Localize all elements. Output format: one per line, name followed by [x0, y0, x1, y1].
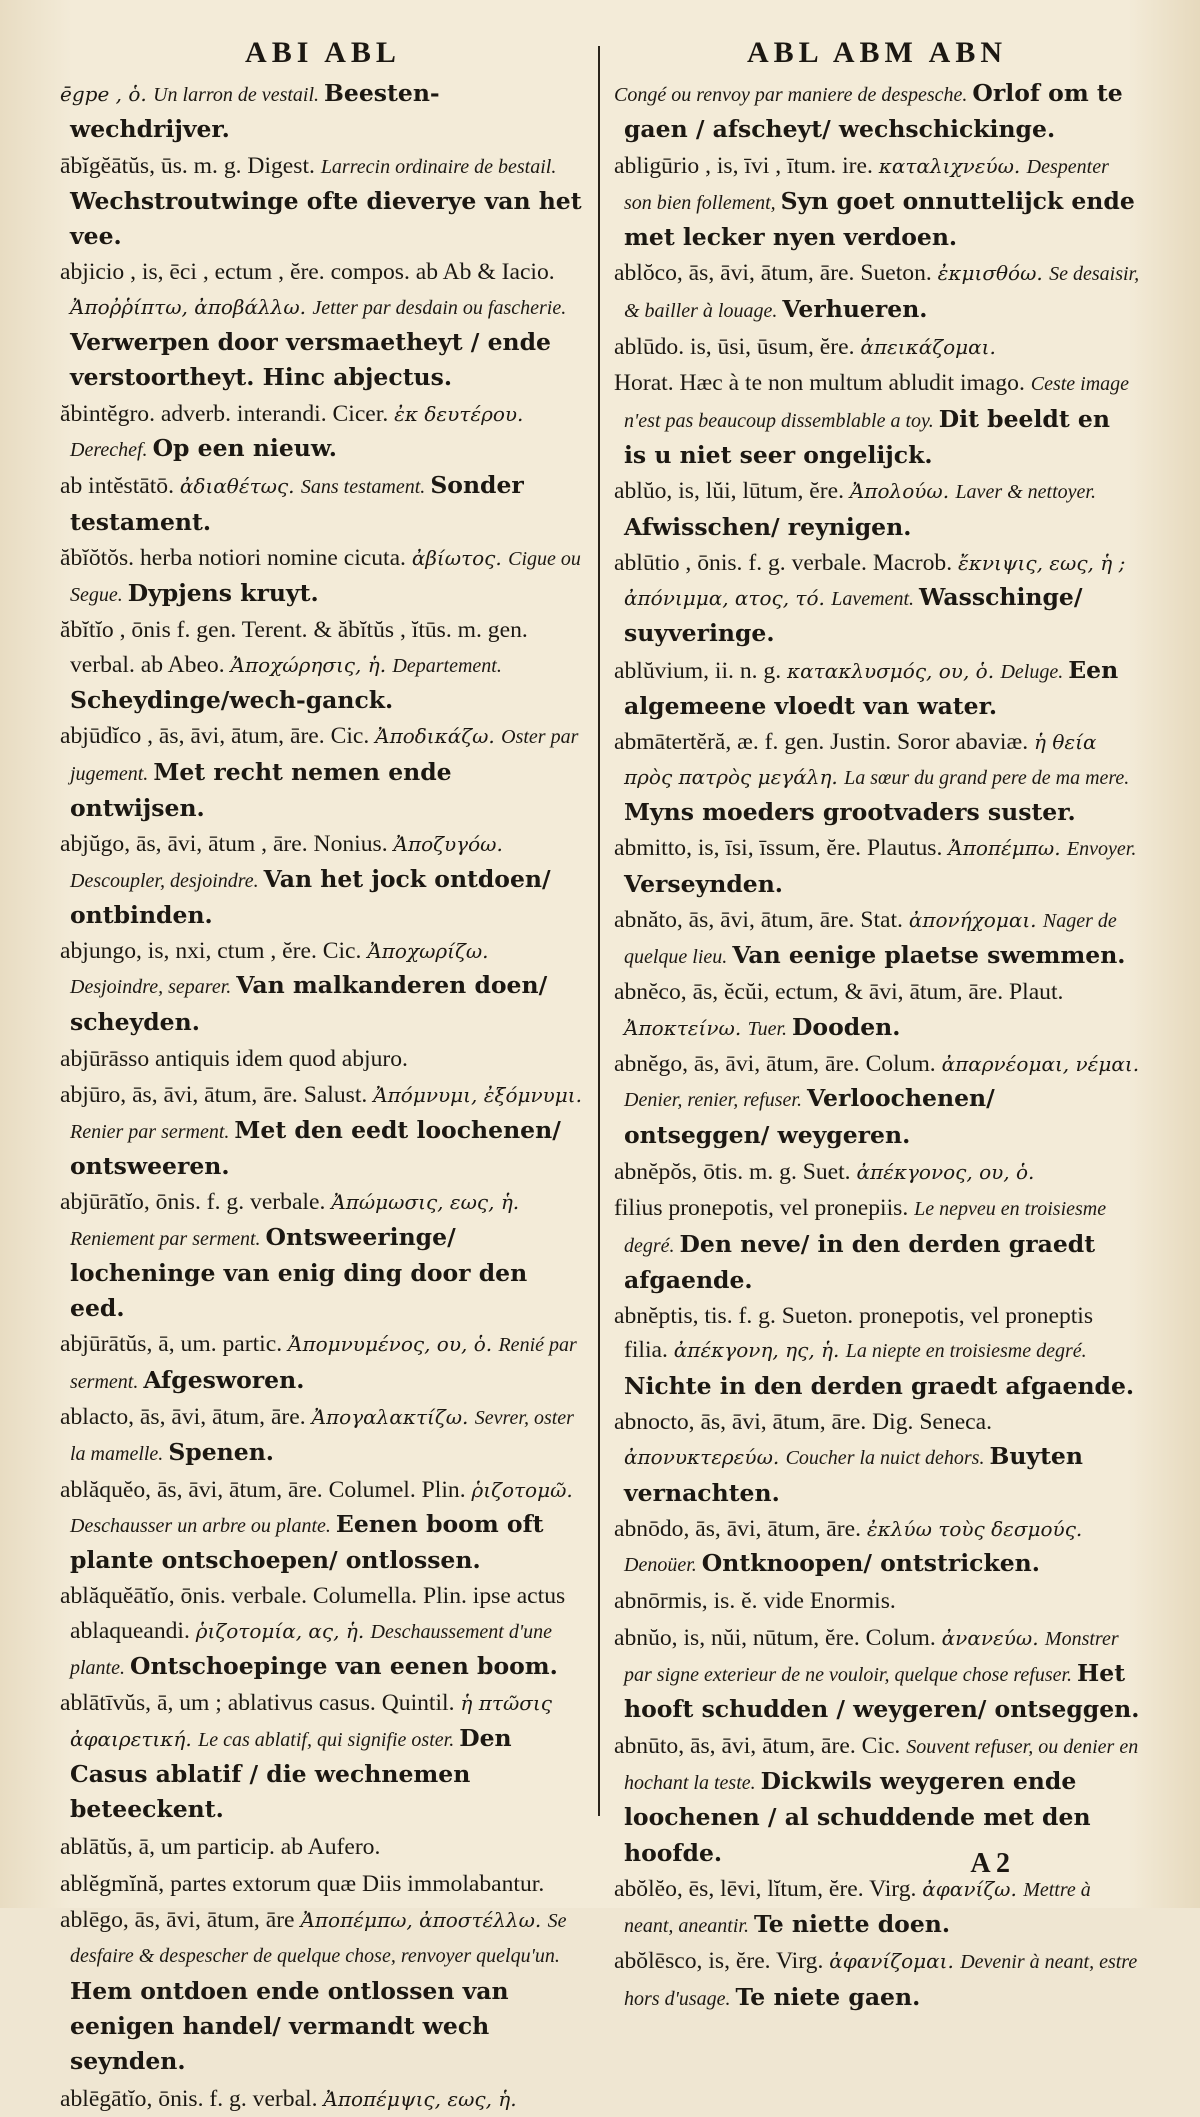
- greek-gloss: καταλιχνεύω.: [878, 153, 1027, 178]
- dictionary-entry: [60, 255, 586, 395]
- left-running-head: ABI ABL: [245, 36, 401, 69]
- dutch-gloss: Myns moeders grootvaders suster.: [624, 797, 1076, 826]
- dictionary-entry: [614, 474, 1140, 545]
- greek-gloss: ἀπέκγονος, ου, ὁ.: [856, 1159, 1035, 1184]
- dutch-gloss: Ontschoepinge van eenen boom.: [130, 1652, 558, 1681]
- greek-gloss: Ἀπώμωσις, εως, ἡ.: [331, 1190, 520, 1215]
- latin-headword: ablŭvium, ii. n. g.: [614, 657, 788, 684]
- latin-headword: ablēgo, ās, āvi, ātum, āre: [60, 1907, 301, 1934]
- dutch-gloss: Dickwils weygeren ende loochenen / al schuddende met den hoofde.: [624, 1766, 1091, 1867]
- dutch-gloss: Ontsweeringe/ locheninge van enig ding door den eed.: [70, 1222, 528, 1323]
- french-gloss: La sœur du grand pere de ma mere.: [844, 766, 1130, 789]
- dictionary-entry: [614, 149, 1140, 256]
- dictionary-entry: [614, 1621, 1140, 1728]
- greek-gloss: Ἀπογαλακτίζω.: [311, 1404, 475, 1429]
- latin-headword: ăbĭtĭo , ōnis f. gen. Terent. & ăbĭtŭs , ĭtūs. m. gen. verbal. ab Abeo.: [60, 617, 528, 678]
- latin-headword: abnĕpŏs, ōtis. m. g. Suet.: [614, 1158, 857, 1185]
- latin-headword: abjūrātĭo, ōnis. f. g. verbale.: [60, 1189, 332, 1216]
- greek-gloss: Ἀπολούω.: [849, 479, 956, 504]
- dutch-gloss: Spenen.: [168, 1438, 274, 1467]
- french-gloss: Deluge.: [1000, 660, 1069, 683]
- greek-gloss: ἀπέκγονη, ης, ἡ.: [673, 1338, 846, 1363]
- french-gloss: Desjoindre, separer.: [70, 976, 237, 999]
- dutch-gloss: Orlof om te gaen / afscheyt/ wechschickinge.: [624, 79, 1123, 144]
- dictionary-entry: [60, 613, 586, 718]
- dictionary-entry: [614, 903, 1140, 975]
- dutch-gloss: Van malkanderen doen/ scheyden.: [70, 971, 548, 1036]
- latin-headword: abmitto, is, īsi, īssum, ĕre. Plautus.: [614, 835, 949, 862]
- french-gloss: Departement.: [392, 654, 502, 677]
- french-gloss: Larrecin ordinaire de bestail.: [320, 155, 557, 178]
- dutch-gloss: Scheydinge/wech-ganck.: [70, 686, 394, 715]
- latin-headword: Horat. Hæc à te non multum abludit imago.: [614, 370, 1031, 397]
- dictionary-entry: [60, 719, 586, 826]
- greek-gloss: Ἀποπέμπω, ἀποστέλλω.: [300, 1908, 548, 1933]
- greek-gloss: ἡ θεία πρὸς πατρὸς μεγάλη.: [624, 730, 1097, 789]
- dutch-gloss: Verwerpen door versmaetheyt / ende verstoortheyt. Hinc abjectus.: [70, 328, 551, 392]
- greek-gloss: ἡ πτῶσις ἀφαιρετική.: [70, 1691, 552, 1751]
- french-gloss: Deschausser un arbre ou plante.: [70, 1514, 336, 1537]
- dutch-gloss: Te niete gaen.: [735, 1982, 921, 2011]
- french-gloss: Le nepveu en troisiesme degré.: [624, 1198, 1107, 1257]
- dictionary-entry: [614, 975, 1140, 1046]
- dutch-gloss: Verhueren.: [782, 294, 928, 323]
- greek-gloss: ἐκ δευτέρου.: [394, 401, 524, 426]
- dictionary-entry: [614, 76, 1140, 148]
- dutch-gloss: Wechstroutwinge ofte dieverye van het vee.: [70, 186, 582, 251]
- dictionary-entry: [614, 1512, 1140, 1583]
- right-entries: [614, 76, 1140, 2016]
- french-gloss: Monstrer par signe exterieur de ne vouloir, quelque chose refuser.: [624, 1627, 1119, 1687]
- french-gloss: Cigue ou Segue.: [70, 547, 581, 607]
- greek-gloss: ἀπεικάζομαι.: [860, 335, 996, 360]
- latin-headword: ablēgātĭo, ōnis. f. g. verbal.: [60, 2085, 324, 2112]
- french-gloss: Envoyer.: [1066, 838, 1137, 861]
- dictionary-entry: [614, 1872, 1140, 1944]
- dictionary-entry: [60, 397, 586, 468]
- french-gloss: Sans testament.: [300, 476, 431, 499]
- latin-headword: abjungo, is, nxi, ctum , ĕre. Cic.: [60, 938, 368, 965]
- latin-headword: ablātīvŭs, ā, um ; ablativus casus. Quintil.: [60, 1690, 461, 1717]
- latin-headword: abŏlēsco, is, ĕre. Virg.: [614, 1948, 830, 1975]
- dictionary-entry: [60, 1829, 586, 1865]
- french-gloss: Le cas ablatif, qui signifie oster.: [198, 1728, 460, 1751]
- french-gloss: La niepte en troisiesme degré.: [845, 1340, 1087, 1363]
- left-entries: [60, 76, 586, 2117]
- latin-headword: abnūto, ās, āvi, ātum, āre. Cic.: [614, 1732, 907, 1759]
- latin-headword: abnăto, ās, āvi, ātum, āre. Stat.: [614, 906, 909, 933]
- latin-headword: ablŭo, is, lŭi, lūtum, ĕre.: [614, 478, 850, 505]
- greek-gloss: ἀπονυκτερεύω.: [624, 1445, 786, 1470]
- french-gloss: Se desaisir, & bailler à louage.: [624, 263, 1140, 322]
- dictionary-entry: [614, 256, 1140, 328]
- french-gloss: Souvent refuser, ou denier en hochant la teste.: [624, 1735, 1139, 1794]
- dictionary-entry: [60, 468, 586, 540]
- greek-gloss: Ἀποπέμπω.: [948, 836, 1067, 861]
- greek-gloss: Ἀποζυγόω.: [393, 832, 503, 857]
- latin-headword: abjūro, ās, āvi, ātum, āre. Salust.: [60, 1082, 374, 1109]
- latin-headword: abmātertĕră, æ. f. gen. Justin. Soror abaviæ.: [614, 729, 1034, 756]
- dictionary-entry: [614, 1729, 1140, 1871]
- french-gloss: Deschaussement d'une plante.: [70, 1620, 553, 1680]
- dictionary-entry: [60, 1686, 586, 1827]
- greek-gloss: Ἀποῤῥίπτω, ἀποβάλλω.: [70, 294, 313, 319]
- dictionary-entry: [60, 2081, 586, 2117]
- french-gloss: Reniement par serment.: [70, 1227, 266, 1250]
- dictionary-entry: [60, 1866, 586, 1902]
- french-gloss: Mettre à neant, aneantir.: [624, 1878, 1091, 1938]
- dutch-gloss: Dit beeldt en is u niet seer ongelijck.: [624, 404, 1110, 469]
- greek-gloss: Ἀποκτείνω.: [624, 1015, 748, 1040]
- dictionary-entry: [60, 541, 586, 613]
- french-gloss: Denoüer.: [624, 1554, 702, 1577]
- dutch-gloss: Dooden.: [792, 1012, 901, 1041]
- greek-gloss: κατακλυσμός, ου, ὁ.: [787, 658, 1001, 683]
- dutch-gloss: Afgesworen.: [143, 1365, 305, 1394]
- latin-headword: abnĕco, ās, ĕcŭi, ectum, & āvi, ātum, āre. Plaut.: [614, 979, 1064, 1006]
- french-gloss: Se desfaire & despescher de quelque chose, renvoyer quelqu'un.: [70, 1910, 567, 1968]
- french-gloss: Jetter par desdain ou fascherie.: [312, 296, 567, 319]
- dictionary-entry: [60, 1400, 586, 1472]
- french-gloss: Sevrer, oster la mamelle.: [70, 1406, 574, 1466]
- dictionary-entry: [614, 1944, 1140, 2016]
- french-gloss: Ceste image n'est pas beaucoup dissemblable a toy.: [624, 373, 1130, 432]
- french-gloss: Despenter son bien follement,: [624, 155, 1109, 214]
- latin-headword: ablĕgmĭnă, partes extorum quæ Diis immolabantur.: [60, 1870, 545, 1897]
- dictionary-entry: [60, 149, 586, 255]
- dutch-gloss: Den Casus ablatif / die wechnemen beteeckent.: [70, 1723, 512, 1824]
- latin-headword: ablŏco, ās, āvi, ātum, āre. Sueton.: [614, 260, 938, 287]
- french-gloss: Renier par serment.: [70, 1120, 235, 1143]
- latin-headword: abjŭgo, ās, āvi, ātum , āre. Nonius.: [60, 831, 394, 858]
- dutch-gloss: Het hooft schudden / weygeren/ ontseggen.: [624, 1659, 1140, 1724]
- dutch-gloss: Eenen boom oft plante ontschoepen/ ontlossen.: [70, 1509, 544, 1575]
- latin-headword: filius pronepotis, vel pronepiis.: [614, 1195, 915, 1222]
- dictionary-entry: [614, 725, 1140, 830]
- french-gloss: Congé ou renvoy par maniere de despesche.: [614, 84, 973, 106]
- latin-headword: ablūtio , ōnis. f. g. verbale. Macrob.: [614, 549, 958, 576]
- greek-gloss: Ἀπομνυμένος, ου, ὁ.: [288, 1332, 499, 1357]
- greek-gloss: ἔκνιψις, εως, ἡ ; ἀπόνιμμα, ατος, τό.: [624, 550, 1126, 611]
- greek-gloss: Ἀπόμνυμι, ἐξόμνυμι.: [373, 1083, 583, 1108]
- french-gloss: Lavement.: [831, 588, 920, 611]
- signature-mark: A 2: [970, 1848, 1010, 1879]
- french-gloss: Coucher la nuict dehors.: [785, 1447, 990, 1470]
- dictionary-entry: [614, 546, 1140, 652]
- latin-headword: ablăquĕo, ās, āvi, ātum, āre. Columel. Plin.: [60, 1476, 472, 1503]
- dutch-gloss: Van het jock ontdoen/ ontbinden.: [70, 864, 551, 929]
- latin-headword: abjūdĭco , ās, āvi, ātum, āre. Cic.: [60, 723, 376, 750]
- greek-gloss: ἀπονήχομαι.: [908, 907, 1043, 932]
- dictionary-entry: [60, 827, 586, 933]
- greek-gloss: ἐκμισθόω.: [937, 261, 1050, 286]
- dictionary-entry: [60, 934, 586, 1040]
- dutch-gloss: Sonder testament.: [70, 471, 524, 536]
- latin-headword: ăbĭŏtŏs. herba notiori nomine cicuta.: [60, 544, 412, 571]
- greek-gloss: Ἀποπέμψις, εως, ἡ.: [323, 2086, 517, 2111]
- dictionary-entry: [614, 1299, 1140, 1404]
- greek-gloss: ἀβίωτος.: [411, 545, 509, 570]
- greek-gloss: Ἀποχωρίζω.: [367, 939, 489, 964]
- french-gloss: Nager de quelque lieu.: [624, 909, 1117, 969]
- latin-headword: abnōdo, ās, āvi, ātum, āre.: [614, 1515, 867, 1542]
- latin-headword: abnĕgo, ās, āvi, ātum, āre. Colum.: [614, 1051, 942, 1078]
- greek-gloss: ῥιζοτομία, ας, ἡ.: [195, 1618, 371, 1643]
- greek-gloss: ἀνανεύω.: [941, 1625, 1045, 1650]
- french-gloss: Renié par serment.: [70, 1334, 577, 1393]
- latin-headword: ablātŭs, ā, um particip. ab Aufero.: [60, 1833, 381, 1860]
- right-running-head: ABL ABM ABN: [746, 36, 1008, 69]
- dictionary-entry: [614, 1405, 1140, 1511]
- latin-headword: abnĕptis, tis. f. g. Sueton. pronepotis, vel proneptis filia.: [614, 1303, 1094, 1364]
- latin-headword: abŏlĕo, ēs, lēvi, lĭtum, ĕre. Virg.: [614, 1875, 923, 1902]
- greek-gloss: ἐκλύω τοὺς δεσμούς.: [866, 1516, 1083, 1541]
- french-gloss: Tuer.: [747, 1017, 793, 1040]
- dictionary-entry: [60, 1903, 586, 2079]
- dictionary-entry: [614, 1154, 1140, 1190]
- latin-headword: abnōrmis, is. ĕ. vide Enormis.: [614, 1588, 896, 1615]
- dutch-gloss: Verloochenen/ ontseggen/ weygeren.: [624, 1084, 995, 1149]
- dictionary-entry: [614, 831, 1140, 902]
- latin-headword: abnocto, ās, āvi, ātum, āre. Dig. Seneca.: [614, 1408, 993, 1435]
- french-gloss: Derechef.: [70, 438, 153, 461]
- latin-headword: abjūrātŭs, ā, um. partic.: [60, 1331, 288, 1358]
- latin-headword: ābĭgĕātŭs, ūs. m. g. Digest.: [60, 152, 321, 179]
- french-gloss: Descoupler, desjoindre.: [70, 869, 264, 892]
- dutch-gloss: Dypjens kruyt.: [127, 579, 319, 608]
- dictionary-entry: [60, 1041, 586, 1077]
- dutch-gloss: Met den eedt loochenen/ ontsweeren.: [70, 1115, 561, 1180]
- french-gloss: Denier, renier, refuser.: [624, 1089, 807, 1112]
- dutch-gloss: Verseynden.: [624, 869, 783, 898]
- dutch-gloss: Syn goet onnuttelijck ende met lecker nyen verdoen.: [624, 186, 1135, 252]
- french-gloss: Un larron de vestail.: [153, 84, 325, 106]
- latin-headword: abnŭo, is, nŭi, nūtum, ĕre. Colum.: [614, 1624, 942, 1651]
- dictionary-entry: [614, 1583, 1140, 1619]
- dictionary-entry: [614, 366, 1140, 473]
- latin-headword: abligūrio , is, īvi , ītum. ire.: [614, 152, 879, 179]
- dictionary-entry: [60, 1579, 586, 1685]
- french-gloss: Laver & nettoyer.: [955, 481, 1096, 504]
- dutch-gloss: Ontknoopen/ ontstricken.: [701, 1549, 1040, 1578]
- dutch-gloss: Te niette doen.: [754, 1910, 951, 1939]
- dutch-gloss: Op een nieuw.: [152, 433, 337, 462]
- greek-gloss: Ἀποδικάζω.: [375, 724, 502, 749]
- dutch-gloss: Met recht nemen ende ontwijsen.: [70, 757, 452, 822]
- dictionary-entry: [614, 653, 1140, 725]
- dutch-gloss: Beesten-wechdrijver.: [70, 79, 440, 144]
- dutch-gloss: Afwisschen/ reynigen.: [624, 512, 912, 541]
- latin-headword: ab intĕstātō.: [60, 473, 180, 500]
- dutch-gloss: Een algemeene vloedt van water.: [624, 655, 1119, 721]
- french-gloss: Oster par jugement.: [70, 726, 579, 785]
- left-column: [60, 36, 598, 2112]
- dictionary-entry: [614, 1191, 1140, 1298]
- greek-gloss: ēgpe , ὁ.: [60, 82, 154, 106]
- dutch-gloss: Hem ontdoen ende ontlossen van eenigen handel/ vermandt wech seynden.: [70, 1976, 509, 2076]
- dictionary-entry: [60, 1078, 586, 1184]
- latin-headword: abjicio , is, ēci , ectum , ĕre. compos. ab Ab & Iacio.: [60, 259, 555, 286]
- latin-headword: ăbintĕgro. adverb. interandi. Cicer.: [60, 400, 395, 427]
- dutch-gloss: Nichte in den derden graedt afgaende.: [624, 1371, 1135, 1400]
- dictionary-entry: [614, 1047, 1140, 1153]
- greek-gloss: Ἀποχώρησις, ἡ.: [230, 652, 393, 677]
- latin-headword: ablacto, ās, āvi, ātum, āre.: [60, 1403, 312, 1430]
- dictionary-entry: [614, 329, 1140, 365]
- latin-headword: abjūrāsso antiquis idem quod abjuro.: [60, 1046, 408, 1073]
- greek-gloss: ἀδιαθέτως.: [179, 474, 301, 499]
- dutch-gloss: Wasschinge/ suyveringe.: [624, 583, 1083, 648]
- greek-gloss: ἀφανίζομαι.: [829, 1949, 961, 1974]
- french-gloss: Devenir à neant, estre hors d'usage.: [624, 1951, 1138, 2010]
- latin-headword: ablūdo. is, ūsi, ūsum, ĕre.: [614, 334, 861, 361]
- dictionary-entry: [60, 1327, 586, 1399]
- dictionary-entry: [60, 76, 586, 148]
- dictionary-entry: [60, 1473, 586, 1579]
- dictionary-entry: [60, 1185, 586, 1326]
- dutch-gloss: Den neve/ in den derden graedt afgaende.: [624, 1229, 1096, 1294]
- dutch-gloss: Buyten vernachten.: [624, 1442, 1083, 1507]
- greek-gloss: ἀπαρνέομαι, νέμαι.: [941, 1052, 1140, 1077]
- dutch-gloss: Van eenige plaetse swemmen.: [732, 941, 1126, 970]
- greek-gloss: ῥιζοτομῶ.: [471, 1477, 573, 1502]
- latin-headword: ablăquĕātĭo, ōnis. verbale. Columella. Plin. ipse actus ablaqueandi.: [60, 1583, 566, 1644]
- greek-gloss: ἀφανίζω.: [922, 1876, 1024, 1901]
